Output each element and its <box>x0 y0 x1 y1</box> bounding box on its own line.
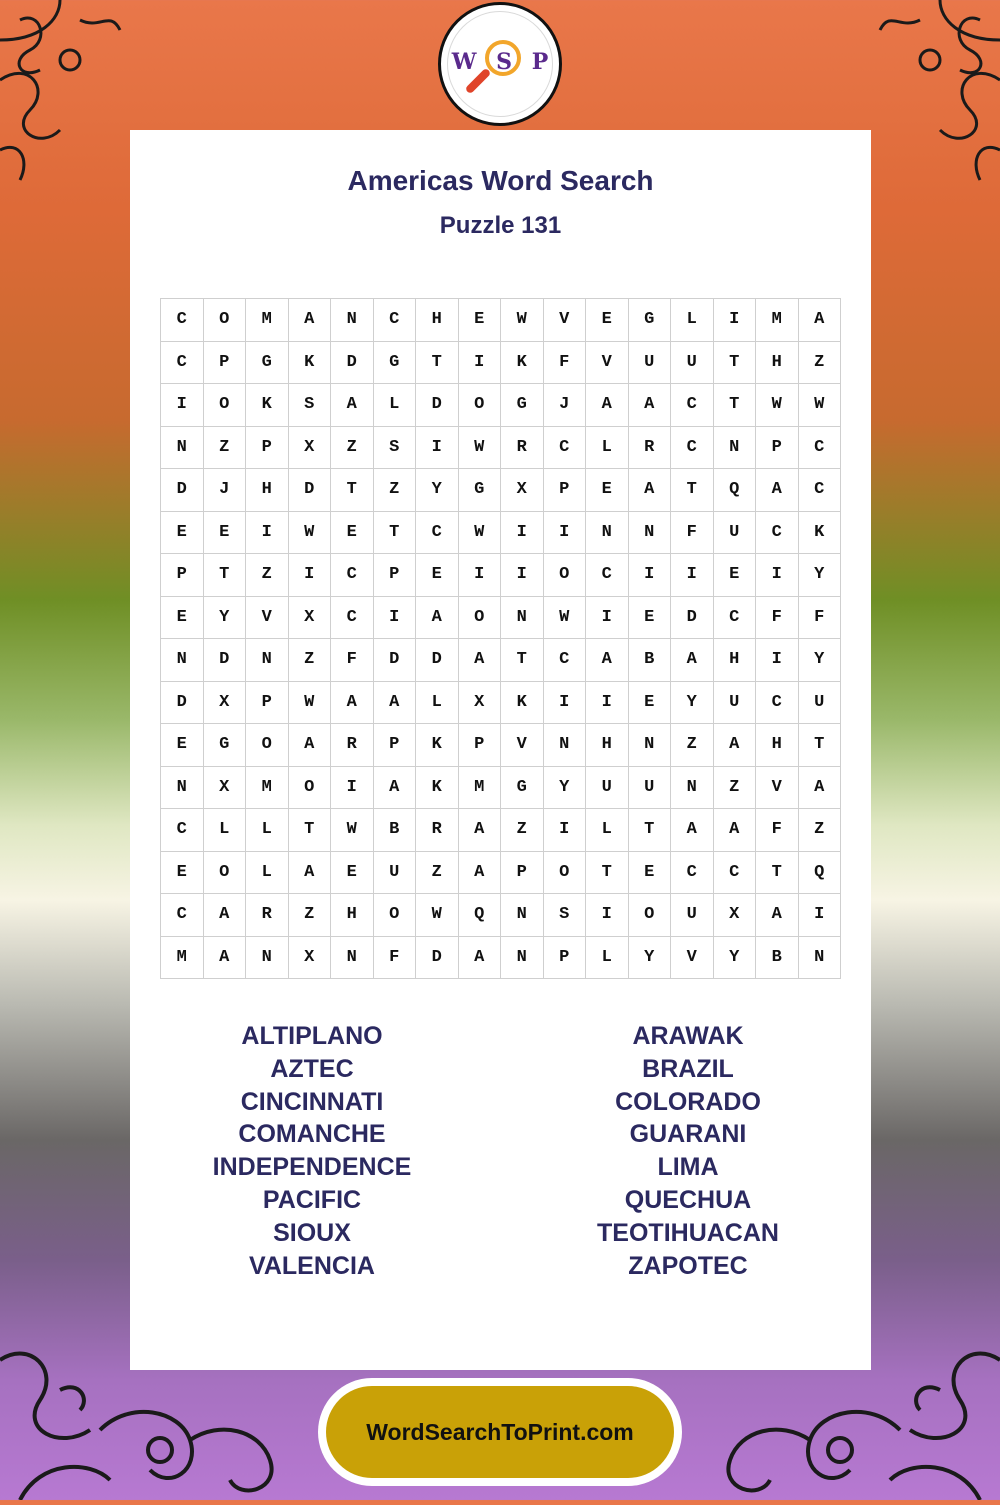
grid-cell[interactable]: W <box>799 384 842 427</box>
word-list-item: SIOUX <box>273 1218 351 1247</box>
grid-cell[interactable]: C <box>161 299 204 342</box>
grid-cell[interactable]: G <box>246 342 289 385</box>
grid-cell[interactable]: H <box>331 894 374 937</box>
grid-cell[interactable]: C <box>544 427 587 470</box>
grid-cell[interactable]: P <box>459 724 502 767</box>
grid-cell[interactable]: V <box>756 767 799 810</box>
grid-cell[interactable]: N <box>501 894 544 937</box>
grid-cell[interactable]: U <box>671 894 714 937</box>
logo-letter-w: W <box>451 49 477 75</box>
grid-cell[interactable]: A <box>289 299 332 342</box>
grid-cell[interactable]: O <box>289 767 332 810</box>
grid-cell[interactable]: Z <box>799 809 842 852</box>
grid-cell[interactable]: T <box>799 724 842 767</box>
grid-cell[interactable]: Z <box>331 427 374 470</box>
grid-cell[interactable]: Y <box>544 767 587 810</box>
word-list-left <box>162 1020 462 1282</box>
grid-cell[interactable]: X <box>204 682 247 725</box>
grid-cell[interactable]: Z <box>671 724 714 767</box>
site-link-button[interactable]: WordSearchToPrint.com <box>326 1386 674 1478</box>
grid-cell[interactable]: R <box>246 894 289 937</box>
grid-cell[interactable]: R <box>629 427 672 470</box>
grid-cell[interactable]: N <box>629 724 672 767</box>
grid-cell[interactable]: T <box>416 342 459 385</box>
grid-cell[interactable]: O <box>544 554 587 597</box>
word-list-item: PACIFIC <box>262 1185 362 1214</box>
grid-cell[interactable]: C <box>544 639 587 682</box>
grid-cell[interactable]: E <box>161 597 204 640</box>
grid-cell[interactable]: I <box>416 427 459 470</box>
grid-cell[interactable]: Z <box>374 469 417 512</box>
grid-cell[interactable]: H <box>416 299 459 342</box>
grid-cell[interactable]: C <box>671 384 714 427</box>
grid-cell[interactable]: I <box>289 554 332 597</box>
grid-cell[interactable]: L <box>374 384 417 427</box>
grid-cell[interactable]: Y <box>204 597 247 640</box>
grid-cell[interactable]: Z <box>416 852 459 895</box>
grid-cell[interactable]: K <box>501 682 544 725</box>
grid-cell[interactable]: P <box>246 682 289 725</box>
grid-cell[interactable]: K <box>799 512 842 555</box>
grid-cell[interactable]: K <box>501 342 544 385</box>
word-list-item: VALENCIA <box>249 1251 375 1280</box>
puzzle-number: Puzzle 131 <box>439 212 562 239</box>
grid-cell[interactable]: B <box>374 809 417 852</box>
grid-cell[interactable]: N <box>671 767 714 810</box>
grid-cell[interactable]: E <box>416 554 459 597</box>
grid-cell[interactable]: A <box>331 384 374 427</box>
grid-cell[interactable]: A <box>459 937 502 980</box>
grid-cell[interactable]: C <box>416 512 459 555</box>
grid-cell[interactable]: M <box>756 299 799 342</box>
grid-cell[interactable]: G <box>629 299 672 342</box>
grid-cell[interactable]: A <box>331 682 374 725</box>
grid-cell[interactable]: Y <box>416 469 459 512</box>
grid-cell[interactable]: F <box>671 512 714 555</box>
grid-cell[interactable]: A <box>671 639 714 682</box>
grid-cell[interactable]: W <box>416 894 459 937</box>
grid-cell[interactable]: Z <box>246 554 289 597</box>
word-list-item: QUECHUA <box>624 1185 752 1214</box>
puzzle-panel <box>130 130 871 1370</box>
logo-letter-p: P <box>531 49 549 75</box>
grid-cell[interactable]: V <box>501 724 544 767</box>
grid-cell[interactable]: A <box>586 639 629 682</box>
grid-cell[interactable]: A <box>416 597 459 640</box>
grid-cell[interactable]: L <box>586 937 629 980</box>
grid-cell[interactable]: N <box>501 937 544 980</box>
grid-cell[interactable]: T <box>331 469 374 512</box>
grid-cell[interactable]: I <box>459 554 502 597</box>
grid-cell[interactable]: V <box>246 597 289 640</box>
grid-cell[interactable]: E <box>629 597 672 640</box>
grid-cell[interactable]: D <box>204 639 247 682</box>
grid-cell[interactable]: E <box>586 299 629 342</box>
grid-cell[interactable]: B <box>629 639 672 682</box>
grid-cell[interactable]: Z <box>501 809 544 852</box>
grid-cell[interactable]: Q <box>714 469 757 512</box>
grid-cell[interactable]: W <box>289 512 332 555</box>
grid-cell[interactable]: R <box>331 724 374 767</box>
grid-cell[interactable]: A <box>714 724 757 767</box>
grid-cell[interactable]: C <box>331 554 374 597</box>
grid-cell[interactable]: A <box>756 894 799 937</box>
corner-flourish-top-right <box>870 0 1000 190</box>
grid-cell[interactable]: L <box>246 852 289 895</box>
grid-cell[interactable]: P <box>544 469 587 512</box>
word-list-item: TEOTIHUACAN <box>597 1218 779 1247</box>
word-list-right <box>538 1020 838 1282</box>
word-list-item: COLORADO <box>615 1087 761 1116</box>
grid-cell[interactable]: L <box>246 809 289 852</box>
grid-cell[interactable]: S <box>289 384 332 427</box>
grid-cell[interactable]: V <box>544 299 587 342</box>
grid-cell[interactable]: T <box>204 554 247 597</box>
grid-cell[interactable]: V <box>586 342 629 385</box>
grid-cell[interactable]: S <box>374 427 417 470</box>
grid-cell[interactable]: G <box>501 384 544 427</box>
grid-cell[interactable]: J <box>204 469 247 512</box>
grid-cell[interactable]: E <box>161 724 204 767</box>
grid-cell[interactable]: W <box>544 597 587 640</box>
grid-cell[interactable]: E <box>204 512 247 555</box>
grid-cell[interactable]: Z <box>204 427 247 470</box>
grid-cell[interactable]: X <box>459 682 502 725</box>
grid-cell[interactable]: I <box>586 894 629 937</box>
grid-cell[interactable]: N <box>246 639 289 682</box>
grid-cell[interactable]: M <box>161 937 204 980</box>
grid-cell[interactable]: N <box>586 512 629 555</box>
footer-pill <box>318 1378 682 1486</box>
grid-cell[interactable]: I <box>671 554 714 597</box>
grid-cell[interactable]: L <box>416 682 459 725</box>
grid-cell[interactable]: H <box>586 724 629 767</box>
word-list-item: ZAPOTEC <box>628 1251 748 1280</box>
grid-cell[interactable]: D <box>416 937 459 980</box>
grid-cell[interactable]: A <box>799 299 842 342</box>
grid-cell[interactable]: E <box>161 512 204 555</box>
grid-cell[interactable]: K <box>289 342 332 385</box>
grid-cell[interactable]: G <box>459 469 502 512</box>
grid-cell[interactable]: A <box>204 937 247 980</box>
grid-cell[interactable]: Y <box>671 682 714 725</box>
grid-cell[interactable]: I <box>161 384 204 427</box>
grid-cell[interactable]: I <box>544 512 587 555</box>
grid-cell[interactable]: N <box>331 937 374 980</box>
grid-cell[interactable]: P <box>204 342 247 385</box>
grid-cell[interactable]: J <box>544 384 587 427</box>
grid-cell[interactable]: B <box>756 937 799 980</box>
letter-grid[interactable] <box>160 298 841 979</box>
grid-cell[interactable]: N <box>161 767 204 810</box>
grid-cell[interactable]: C <box>331 597 374 640</box>
grid-cell[interactable]: S <box>544 894 587 937</box>
grid-cell[interactable]: Y <box>799 554 842 597</box>
grid-cell[interactable]: V <box>671 937 714 980</box>
grid-cell[interactable]: N <box>629 512 672 555</box>
grid-cell[interactable]: D <box>416 639 459 682</box>
grid-cell[interactable]: P <box>544 937 587 980</box>
grid-cell[interactable]: W <box>289 682 332 725</box>
grid-cell[interactable]: F <box>331 639 374 682</box>
grid-cell[interactable]: R <box>501 427 544 470</box>
grid-cell[interactable]: C <box>671 852 714 895</box>
grid-cell[interactable]: G <box>374 342 417 385</box>
grid-cell[interactable]: Z <box>799 342 842 385</box>
grid-cell[interactable]: O <box>204 852 247 895</box>
grid-cell[interactable]: Z <box>714 767 757 810</box>
grid-cell[interactable]: H <box>756 724 799 767</box>
grid-cell[interactable]: K <box>246 384 289 427</box>
grid-cell[interactable]: D <box>161 682 204 725</box>
site-logo[interactable] <box>438 2 562 126</box>
grid-cell[interactable]: N <box>246 937 289 980</box>
grid-cell[interactable]: P <box>374 554 417 597</box>
grid-cell[interactable]: O <box>629 894 672 937</box>
corner-flourish-top-left <box>0 0 130 190</box>
grid-cell[interactable]: I <box>544 809 587 852</box>
grid-cell[interactable]: C <box>756 512 799 555</box>
grid-cell[interactable]: I <box>374 597 417 640</box>
grid-cell[interactable]: N <box>544 724 587 767</box>
grid-cell[interactable]: I <box>714 299 757 342</box>
grid-cell[interactable]: A <box>629 469 672 512</box>
grid-cell[interactable]: A <box>756 469 799 512</box>
grid-cell[interactable]: A <box>204 894 247 937</box>
grid-cell[interactable]: I <box>246 512 289 555</box>
grid-cell[interactable]: F <box>374 937 417 980</box>
grid-cell[interactable]: O <box>459 597 502 640</box>
grid-cell[interactable]: N <box>161 639 204 682</box>
word-list-item: COMANCHE <box>238 1120 386 1149</box>
grid-cell[interactable]: U <box>714 512 757 555</box>
grid-cell[interactable]: U <box>374 852 417 895</box>
grid-cell[interactable]: C <box>586 554 629 597</box>
grid-cell[interactable]: P <box>501 852 544 895</box>
grid-cell[interactable]: C <box>714 852 757 895</box>
grid-cell[interactable]: H <box>714 639 757 682</box>
grid-cell[interactable]: D <box>331 342 374 385</box>
grid-cell[interactable]: A <box>374 682 417 725</box>
grid-cell[interactable]: Z <box>289 639 332 682</box>
grid-cell[interactable]: Y <box>629 937 672 980</box>
grid-cell[interactable]: U <box>714 682 757 725</box>
grid-cell[interactable]: D <box>374 639 417 682</box>
grid-cell[interactable]: A <box>671 809 714 852</box>
grid-cell[interactable]: E <box>331 852 374 895</box>
grid-cell[interactable]: X <box>501 469 544 512</box>
grid-cell[interactable]: A <box>629 384 672 427</box>
grid-cell[interactable]: L <box>586 427 629 470</box>
grid-cell[interactable]: N <box>501 597 544 640</box>
grid-cell[interactable]: D <box>289 469 332 512</box>
grid-cell[interactable]: C <box>161 342 204 385</box>
logo-letter-s: S <box>496 49 513 75</box>
grid-cell[interactable]: T <box>289 809 332 852</box>
grid-cell[interactable]: A <box>374 767 417 810</box>
grid-cell[interactable]: C <box>756 682 799 725</box>
grid-cell[interactable]: A <box>586 384 629 427</box>
grid-cell[interactable]: N <box>161 427 204 470</box>
grid-cell[interactable]: I <box>799 894 842 937</box>
grid-cell[interactable]: H <box>756 342 799 385</box>
grid-cell[interactable]: I <box>629 554 672 597</box>
grid-cell[interactable]: A <box>459 852 502 895</box>
grid-cell[interactable]: U <box>629 767 672 810</box>
word-list-item: BRAZIL <box>642 1054 734 1083</box>
grid-cell[interactable]: A <box>289 724 332 767</box>
grid-cell[interactable]: G <box>501 767 544 810</box>
grid-cell[interactable]: U <box>799 682 842 725</box>
grid-cell[interactable]: X <box>289 597 332 640</box>
grid-cell[interactable]: I <box>586 682 629 725</box>
grid-cell[interactable]: E <box>586 469 629 512</box>
grid-cell[interactable]: E <box>629 852 672 895</box>
grid-cell[interactable]: A <box>799 767 842 810</box>
word-list-item: GUARANI <box>629 1120 747 1149</box>
grid-cell[interactable]: E <box>459 299 502 342</box>
grid-cell[interactable]: I <box>501 512 544 555</box>
grid-cell[interactable]: C <box>161 894 204 937</box>
grid-cell[interactable]: O <box>544 852 587 895</box>
grid-cell[interactable]: L <box>586 809 629 852</box>
grid-cell[interactable]: P <box>756 427 799 470</box>
grid-cell[interactable]: Q <box>799 852 842 895</box>
grid-cell[interactable]: K <box>416 767 459 810</box>
grid-cell[interactable]: L <box>671 299 714 342</box>
grid-cell[interactable]: F <box>756 597 799 640</box>
grid-cell[interactable]: W <box>756 384 799 427</box>
grid-cell[interactable]: E <box>161 852 204 895</box>
grid-cell[interactable]: N <box>331 299 374 342</box>
grid-cell[interactable]: A <box>289 852 332 895</box>
grid-cell[interactable]: H <box>246 469 289 512</box>
grid-cell[interactable]: C <box>799 427 842 470</box>
grid-cell[interactable]: D <box>161 469 204 512</box>
word-list-item: INDEPENDENCE <box>212 1153 412 1182</box>
grid-cell[interactable]: I <box>756 639 799 682</box>
grid-cell[interactable]: E <box>629 682 672 725</box>
grid-cell[interactable]: T <box>714 342 757 385</box>
grid-cell[interactable]: I <box>459 342 502 385</box>
grid-cell[interactable]: C <box>799 469 842 512</box>
grid-cell[interactable]: Y <box>799 639 842 682</box>
grid-cell[interactable]: X <box>204 767 247 810</box>
word-list-item: ALTIPLANO <box>241 1022 383 1050</box>
grid-cell[interactable]: C <box>161 809 204 852</box>
grid-cell[interactable]: P <box>374 724 417 767</box>
grid-cell[interactable]: T <box>629 809 672 852</box>
grid-cell[interactable]: U <box>671 342 714 385</box>
grid-cell[interactable]: Q <box>459 894 502 937</box>
grid-cell[interactable]: K <box>416 724 459 767</box>
grid-cell[interactable]: W <box>459 427 502 470</box>
grid-cell[interactable]: I <box>501 554 544 597</box>
grid-cell[interactable]: T <box>501 639 544 682</box>
grid-cell[interactable]: U <box>629 342 672 385</box>
grid-cell[interactable]: R <box>416 809 459 852</box>
grid-cell[interactable]: O <box>246 724 289 767</box>
grid-cell[interactable]: W <box>331 809 374 852</box>
grid-cell[interactable]: N <box>714 427 757 470</box>
grid-cell[interactable]: A <box>714 809 757 852</box>
grid-cell[interactable]: W <box>459 512 502 555</box>
puzzle-title: Americas Word Search <box>347 165 654 196</box>
grid-cell[interactable]: X <box>289 937 332 980</box>
grid-cell[interactable]: D <box>416 384 459 427</box>
grid-cell[interactable]: I <box>756 554 799 597</box>
logo-letters <box>441 49 559 75</box>
grid-cell[interactable]: M <box>246 767 289 810</box>
grid-cell[interactable]: O <box>374 894 417 937</box>
grid-cell[interactable]: W <box>501 299 544 342</box>
grid-cell[interactable]: I <box>586 597 629 640</box>
word-list-item: LIMA <box>657 1153 719 1182</box>
grid-cell[interactable]: T <box>586 852 629 895</box>
grid-cell[interactable]: C <box>714 597 757 640</box>
grid-cell[interactable]: M <box>459 767 502 810</box>
grid-cell[interactable]: G <box>204 724 247 767</box>
grid-cell[interactable]: E <box>714 554 757 597</box>
grid-cell[interactable]: T <box>374 512 417 555</box>
grid-cell[interactable]: E <box>331 512 374 555</box>
grid-cell[interactable]: O <box>204 384 247 427</box>
grid-cell[interactable]: D <box>671 597 714 640</box>
grid-cell[interactable]: M <box>246 299 289 342</box>
grid-cell[interactable]: T <box>756 852 799 895</box>
grid-cell[interactable]: Z <box>289 894 332 937</box>
grid-cell[interactable]: U <box>586 767 629 810</box>
grid-cell[interactable]: F <box>544 342 587 385</box>
grid-cell[interactable]: A <box>459 809 502 852</box>
grid-cell[interactable]: P <box>246 427 289 470</box>
grid-cell[interactable]: F <box>799 597 842 640</box>
grid-cell[interactable]: C <box>374 299 417 342</box>
grid-cell[interactable]: P <box>161 554 204 597</box>
grid-cell[interactable]: F <box>756 809 799 852</box>
grid-cell[interactable]: C <box>671 427 714 470</box>
word-list-item: ARAWAK <box>632 1022 744 1050</box>
grid-cell[interactable]: Y <box>714 937 757 980</box>
grid-cell[interactable]: T <box>671 469 714 512</box>
grid-cell[interactable]: L <box>204 809 247 852</box>
grid-cell[interactable]: N <box>799 937 842 980</box>
grid-cell[interactable]: T <box>714 384 757 427</box>
grid-cell[interactable]: A <box>459 639 502 682</box>
word-list-item: CINCINNATI <box>240 1087 384 1116</box>
grid-cell[interactable]: I <box>544 682 587 725</box>
grid-cell[interactable]: O <box>204 299 247 342</box>
grid-cell[interactable]: X <box>714 894 757 937</box>
grid-cell[interactable]: I <box>331 767 374 810</box>
word-list-item: AZTEC <box>270 1054 354 1083</box>
grid-cell[interactable]: O <box>459 384 502 427</box>
grid-cell[interactable]: X <box>289 427 332 470</box>
